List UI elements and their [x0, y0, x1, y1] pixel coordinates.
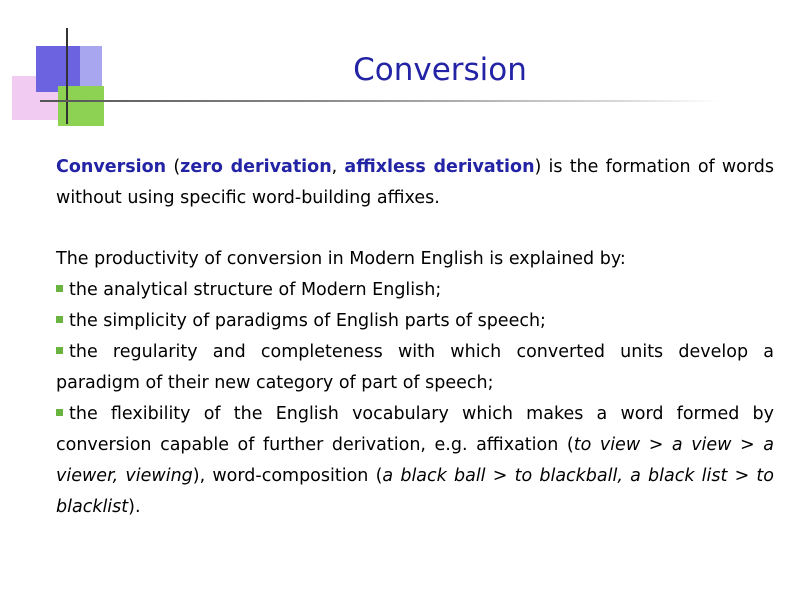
decor-green-square [58, 86, 104, 126]
bullet-square-icon [56, 316, 63, 323]
bullet-text: ), word-composition ( [192, 466, 383, 486]
definition-open-paren: ( [166, 157, 181, 177]
bullet-square-icon [56, 409, 63, 416]
bullet-text: the regularity and completeness with which converted units develop a paradigm of their new category of part of speech; [56, 342, 774, 393]
slide-body [56, 152, 774, 523]
definition-paragraph [56, 152, 774, 214]
bullet-item [56, 306, 774, 337]
bullet-item [56, 399, 774, 523]
definition-text: is the formation of words without using specific word-building affixes. [56, 157, 775, 208]
bullet-text: the simplicity of paradigms of English parts of speech; [69, 311, 546, 331]
example-affixation: to view > a view > a viewer, viewing [56, 435, 774, 486]
bullet-text: the analytical structure of Modern English; [69, 280, 442, 300]
bullet-text: ). [128, 497, 141, 517]
intro-paragraph: The productivity of conversion in Modern English is explained by: [56, 249, 626, 269]
bullet-text: the flexibility of the English vocabulary which makes a word formed by conversion capable of further derivation, e.g. affixation ( [56, 404, 774, 455]
definition-synonym-zero: zero derivation [180, 157, 332, 177]
example-composition: a black ball > to blackball, a black list > to blacklist [56, 466, 774, 517]
bullet-item [56, 337, 774, 399]
bullet-item [56, 275, 774, 306]
bullet-square-icon [56, 285, 63, 292]
definition-comma: , [331, 157, 345, 177]
title-underline [40, 100, 720, 102]
decor-light-blue-square [80, 46, 102, 86]
definition-close-paren: ) [534, 157, 542, 177]
decor-vertical-line [66, 28, 68, 124]
definition-term: Conversion [56, 157, 167, 177]
bullet-square-icon [56, 347, 63, 354]
definition-synonym-affixless: affixless derivation [344, 157, 535, 177]
slide-title: Conversion [353, 52, 527, 88]
paragraph-spacer [56, 214, 774, 244]
